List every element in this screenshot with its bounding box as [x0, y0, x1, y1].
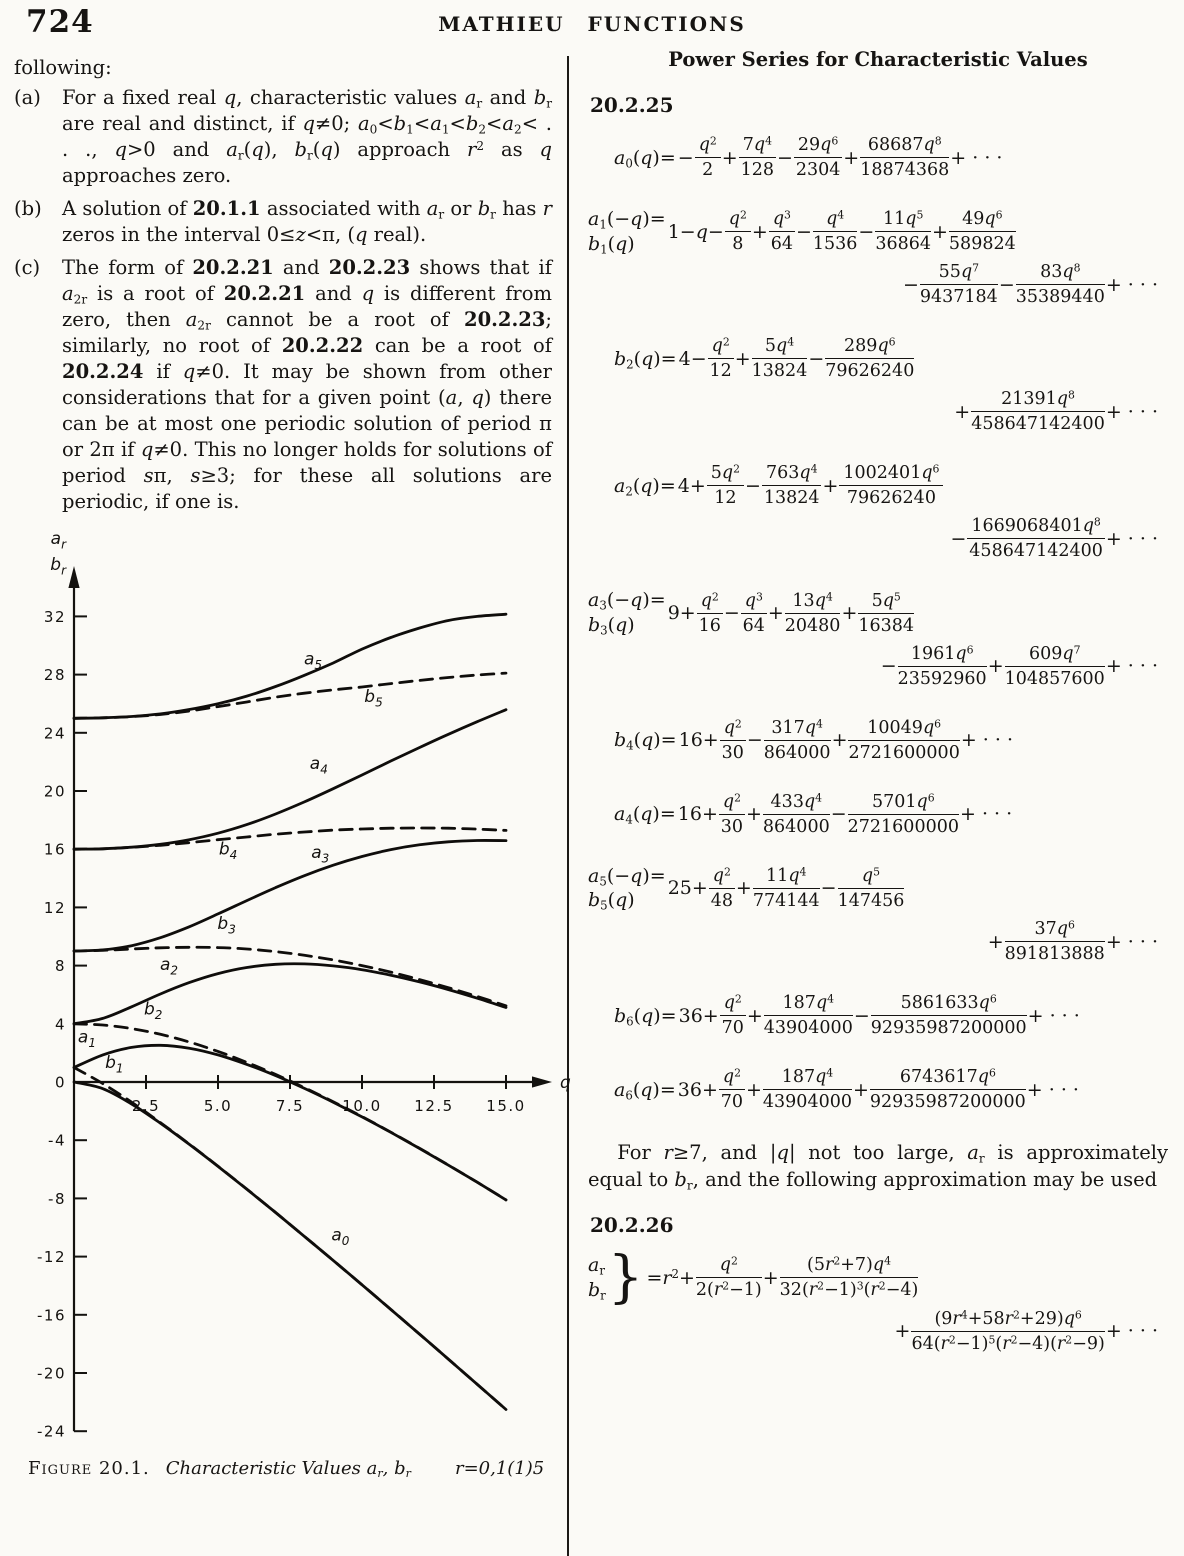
list-item	[14, 255, 552, 515]
equation-block	[588, 716, 1168, 765]
list-item	[14, 196, 552, 248]
curve-b4	[74, 828, 506, 849]
chart-axes	[37, 566, 552, 1441]
formula-text: +	[932, 220, 948, 243]
equation-lhs: $a_r$ $b_r$	[588, 1254, 606, 1303]
y-tick-label: -12	[37, 1248, 66, 1267]
fraction: $\frac{11q^4}{774144}$	[752, 865, 820, 911]
equation-lhs: $a_3(-q)=$ $b_3(q)$	[588, 589, 666, 638]
curve-label-a3: $a_3$	[311, 842, 330, 866]
formula-text: +	[852, 1078, 869, 1101]
fraction: $\frac{37q^6}{891813888}$	[1004, 918, 1105, 965]
formula-text: $=r^2+$	[646, 1266, 695, 1289]
figure-caption-title: Characteristic Values $a_r$, $b_r$	[165, 1458, 411, 1481]
curve-label-b3: $b_3$	[217, 914, 236, 937]
fraction: $\frac{10049q^6}{2721600000}$	[848, 717, 960, 763]
formula-text: +	[841, 602, 858, 625]
y-tick-label: 24	[43, 724, 66, 743]
fraction: $\frac{q^2}{30}$	[720, 791, 744, 837]
y-tick-label: 12	[43, 898, 66, 917]
fraction: $\frac{q^2}{16}$	[698, 590, 721, 636]
curve-label-a5: $a_5$	[304, 649, 323, 672]
fraction: $\frac{q^5}{147456}$	[837, 865, 905, 911]
y-tick-label: -16	[37, 1306, 66, 1325]
curve-label-a0: $a_0$	[331, 1225, 350, 1249]
fraction: $\frac{5q^2}{12}$	[707, 461, 744, 510]
x-tick-label: 5.0	[203, 1097, 233, 1115]
equation-line	[614, 334, 1168, 383]
x-tick-label: 12.5	[414, 1097, 454, 1115]
equation-lhs: $a_1(-q)=$ $b_1(q)$	[588, 208, 666, 256]
equation-block	[588, 93, 1168, 182]
equation-line	[588, 642, 1168, 691]
equation-line	[614, 991, 1168, 1040]
y-tick-label: -20	[37, 1364, 66, 1383]
brace: }	[607, 1245, 644, 1311]
formula-text: + · · ·	[1105, 527, 1158, 550]
equation-body	[588, 790, 1168, 839]
fraction: $\frac{q^2}{2}$	[695, 133, 721, 182]
equation-block	[588, 864, 1168, 966]
left-column	[14, 56, 571, 1481]
equation-body	[588, 716, 1168, 765]
fraction: $\frac{21391q^8}{458647142400}$	[971, 388, 1105, 435]
formula-text: 36+	[677, 1078, 718, 1101]
equation-line	[588, 260, 1168, 309]
curve-a3	[74, 840, 506, 951]
equation-list	[588, 93, 1168, 1114]
y-tick-label: 28	[43, 666, 66, 685]
equation-lhs: $a_5(-q)=$ $b_5(q)$	[588, 864, 666, 913]
curve-b1	[74, 1068, 506, 1410]
x-axis-arrow	[532, 1076, 552, 1087]
fraction: $\frac{187q^4}{43904000}$	[762, 1066, 852, 1113]
curve-label-a4: $a_4$	[309, 754, 328, 777]
list-item	[14, 85, 552, 189]
formula-text: +	[745, 1078, 762, 1101]
formula-text: −	[795, 220, 812, 243]
formula-text: + · · ·	[1026, 1078, 1079, 1101]
item-text: A solution of 20.1.1 associated with $a_r$ or $b_r$ has r zeros in the interval 0≤z<π, (q real).	[62, 197, 552, 246]
equation-line	[588, 1307, 1168, 1356]
equation-line	[588, 1245, 1168, 1311]
approximation-note: For r≥7, and |q| not too large, $a_r$ is approximately equal to $b_r$, and the following approximation may be used	[588, 1141, 1168, 1193]
equation-body	[588, 334, 1168, 436]
curve-label-b2: $b_2$	[143, 999, 163, 1022]
fraction: $\frac{q^2}{70}$	[721, 992, 744, 1039]
curve-label-b1: $b_1$	[105, 1053, 124, 1076]
equation-lhs: $b_2(q)=$	[614, 347, 677, 372]
formula-text: +	[721, 146, 738, 169]
equation-line	[588, 917, 1168, 966]
fraction: $\frac{q^2}{48}$	[710, 865, 733, 911]
fraction: $\frac{q^2}{8}$	[725, 207, 751, 256]
equation-block	[588, 207, 1168, 309]
curve-b3	[74, 947, 506, 1006]
equation-line	[614, 133, 1168, 182]
equation-line	[614, 514, 1168, 563]
y-axis-title	[50, 529, 67, 578]
equation-line	[614, 461, 1168, 510]
equation-number: 20.2.26	[590, 1213, 674, 1238]
formula-text: + · · ·	[950, 146, 1003, 169]
equation-number: 20.2.25	[590, 93, 674, 117]
y-tick-label: -8	[48, 1189, 66, 1208]
equation-body	[588, 207, 1168, 309]
equation-line	[588, 588, 1168, 637]
formula-text: +	[894, 1320, 911, 1342]
page-number: 724	[26, 4, 94, 40]
curve-a1	[74, 1045, 506, 1200]
curve-label-b5: $b_5$	[364, 687, 383, 710]
formula-text: −	[830, 803, 847, 826]
formula-text: +	[822, 474, 839, 497]
fraction: $\frac{55q^7}{9437184}$	[919, 261, 998, 308]
formula-text: 16+	[678, 729, 719, 752]
equation-body	[588, 133, 1168, 182]
intro-line: following:	[14, 56, 112, 79]
fraction: $\frac{83q^8}{35389440}$	[1015, 261, 1105, 308]
formula-text: + · · ·	[959, 803, 1013, 826]
fraction: $\frac{(9r^4+58r^2+29)q^6}{64(r^2-1)^5(r^2-4)(r^2-9)}$	[911, 1308, 1105, 1354]
y-tick-label: -24	[37, 1422, 66, 1441]
formula-text: + · · ·	[1105, 930, 1158, 953]
x-tick-label: 7.5	[275, 1097, 305, 1115]
equation-line	[588, 207, 1168, 256]
x-tick-label: 10.0	[342, 1097, 382, 1115]
equation-block	[588, 1065, 1168, 1114]
right-column	[588, 48, 1168, 1381]
fraction: $\frac{q^2}{2(r^2-1)}$	[695, 1254, 762, 1301]
formula-text: +	[987, 930, 1004, 953]
approx-equation-container	[588, 1213, 1168, 1355]
curve-label-a2: $a_2$	[160, 954, 179, 978]
formula-text: +	[735, 877, 752, 900]
x-tick-label: 15.0	[486, 1097, 526, 1115]
formula-text: −	[745, 474, 761, 497]
equation-body	[588, 864, 1168, 966]
figure-caption-range: r=0,1(1)5	[454, 1458, 545, 1479]
formula-text: + · · ·	[1105, 655, 1158, 678]
running-head: MATHIEU FUNCTIONS	[438, 12, 746, 36]
fraction: $\frac{5q^4}{13824}$	[751, 335, 808, 382]
formula-text: −	[723, 602, 740, 625]
equation-line	[588, 864, 1168, 913]
fraction: $\frac{13q^4}{20480}$	[784, 590, 841, 636]
equation-lhs: $a_4(q)=$	[614, 803, 676, 827]
y-tick-label: 20	[43, 782, 66, 801]
equation-body	[588, 461, 1168, 563]
y-tick-label: 4	[54, 1015, 66, 1034]
fraction: $\frac{q^3}{64}$	[770, 208, 794, 255]
formula-text: +	[987, 655, 1004, 678]
fraction: $\frac{q^4}{1536}$	[812, 208, 858, 255]
formula-text: 1−q−	[667, 220, 724, 243]
fraction: $\frac{609q^7}{104857600}$	[1004, 643, 1105, 689]
formula-text: +	[767, 602, 784, 625]
fraction: $\frac{49q^6}{589824}$	[948, 208, 1016, 255]
equation-line	[614, 1065, 1168, 1114]
fraction: $\frac{1669068401q^8}{458647142400}$	[969, 515, 1103, 562]
y-tick-label: 32	[43, 607, 66, 626]
section-heading: Power Series for Characteristic Values	[668, 48, 1088, 71]
formula-text: 36+	[678, 1004, 719, 1027]
curve-label-b4: $b_4$	[218, 839, 238, 862]
equation-block	[588, 1213, 1168, 1355]
formula-text: −	[880, 655, 897, 678]
formula-text: −	[858, 220, 875, 243]
y-tick-label: -4	[48, 1131, 66, 1150]
curve-a0	[74, 1082, 506, 1410]
equation-lhs: $b_6(q)=$	[614, 1004, 677, 1028]
fraction: $\frac{5701q^6}{2721600000}$	[847, 791, 959, 837]
item-list	[14, 85, 552, 515]
formula-text: +	[843, 146, 860, 169]
formula-text: −	[853, 1004, 870, 1027]
fraction: $\frac{289q^6}{79626240}$	[825, 335, 915, 382]
formula-text: + · · ·	[1105, 273, 1158, 296]
y-tick-label: 8	[54, 957, 66, 976]
figure-caption	[28, 1458, 552, 1479]
formula-text: +	[751, 220, 768, 243]
formula-text: +	[954, 400, 971, 423]
equation-lhs: $a_2(q)=$	[614, 474, 676, 499]
equation-lhs: $a_6(q)=$	[614, 1078, 676, 1102]
x-tick-label: 2.5	[131, 1097, 161, 1115]
curve-a5	[74, 614, 506, 718]
fraction: $\frac{q^2}{12}$	[709, 335, 732, 382]
fraction: $\frac{q^2}{70}$	[720, 1066, 744, 1113]
formula-text: −	[746, 729, 763, 752]
item-text: The form of 20.2.21 and 20.2.23 shows that if $a_{2r}$ is a root of 20.2.21 and q is different from zero, then $a_{2r}$ cannot be a root of 20.2.23; similarly, no root of 20.2.22 can be a root of 20.2.24 if q≠0. It may be shown from other considerations that for a given point (a, q) there can be at most one periodic solution of period π or 2π if q≠0. This no longer holds for solutions of period sπ, s≥3; for these all solutions are periodic, if one is.	[62, 256, 552, 513]
formula-text: 4−	[678, 347, 707, 370]
x-axis-title: q	[560, 1073, 571, 1093]
formula-text: 9+	[667, 602, 696, 625]
characteristic-values-chart	[14, 522, 574, 1450]
fraction: $\frac{5q^5}{16384}$	[858, 590, 915, 636]
equation-body	[588, 991, 1168, 1040]
formula-text: +	[831, 729, 848, 752]
fraction: $\frac{763q^4}{13824}$	[763, 462, 820, 509]
fraction: $\frac{68687q^8}{18874368}$	[860, 134, 950, 180]
formula-text: 16+	[677, 803, 718, 826]
equation-lhs: $b_4(q)=$	[614, 729, 677, 753]
equation-block	[588, 334, 1168, 436]
fraction: $\frac{q^2}{30}$	[721, 717, 744, 763]
fraction: $\frac{7q^4}{128}$	[740, 134, 775, 180]
fraction: $\frac{29q^6}{2304}$	[795, 134, 841, 180]
formula-text: −	[950, 527, 967, 550]
formula-text: −	[677, 146, 694, 169]
equation-lhs: $a_0(q)=$	[614, 146, 676, 170]
formula-text: + · · ·	[1105, 400, 1158, 423]
formula-text: −	[820, 877, 837, 900]
curve-label-a1: $a_1$	[77, 1027, 96, 1051]
y-tick-label: 0	[54, 1073, 66, 1092]
formula-text: −	[998, 273, 1015, 296]
equation-block	[588, 461, 1168, 563]
fraction: $\frac{1961q^6}{23592960}$	[897, 643, 987, 689]
formula-text: −	[902, 273, 919, 296]
formula-text: +	[762, 1266, 779, 1289]
equation-line	[614, 387, 1168, 436]
equation-line	[614, 716, 1168, 765]
fraction: $\frac{1002401q^6}{79626240}$	[839, 461, 943, 510]
formula-text: + · · ·	[960, 729, 1013, 752]
fraction: $\frac{187q^4}{43904000}$	[763, 992, 853, 1039]
curve-a2	[74, 964, 506, 1024]
equation-block	[588, 991, 1168, 1040]
equation-body	[588, 588, 1168, 690]
formula-text: +	[734, 347, 751, 370]
figure-20-1	[14, 522, 571, 1481]
item-text: For a fixed real q, characteristic values $a_r$ and $b_r$ are real and distinct, if q≠0; $a_0<b_1<a_1<b_2<a_2<$ . . ., q>0 and $a_r(q)$, $b_r(q)$ approach $r^2$ as q approaches zero.	[62, 86, 553, 187]
equation-body	[588, 1065, 1168, 1114]
fraction: $\frac{q^3}{64}$	[742, 590, 765, 636]
formula-text: + · · ·	[1027, 1004, 1080, 1027]
fraction: $\frac{433q^4}{864000}$	[762, 791, 830, 837]
equation-block	[588, 790, 1168, 839]
formula-text: +	[746, 1004, 763, 1027]
fraction: $\frac{5861633q^6}{92935987200000}$	[870, 992, 1027, 1039]
fraction: $\frac{6743617q^6}{92935987200000}$	[869, 1066, 1026, 1113]
formula-text: 4+	[677, 474, 706, 497]
formula-text: −	[776, 146, 793, 169]
item-label: (c)	[14, 256, 41, 279]
fraction: $\frac{(5r^2+7)q^4}{32(r^2-1)^3(r^2-4)}$	[779, 1254, 919, 1301]
formula-text: −	[808, 347, 825, 370]
figure-caption-label: Figure 20.1.	[28, 1458, 150, 1479]
fraction: $\frac{317q^4}{864000}$	[763, 717, 831, 763]
formula-text: + · · ·	[1105, 1320, 1158, 1342]
y-axis-title-line: $a_r$	[50, 529, 66, 552]
formula-text: 25+	[667, 877, 708, 900]
equation-block	[588, 588, 1168, 690]
fraction: $\frac{11q^5}{36864}$	[875, 208, 931, 255]
formula-text: +	[745, 803, 762, 826]
y-axis-title-line: $b_r$	[50, 555, 66, 578]
item-label: (a)	[14, 86, 41, 109]
item-label: (b)	[14, 197, 42, 220]
y-axis-arrow	[68, 566, 79, 588]
equation-body	[588, 1245, 1168, 1355]
equation-line	[614, 790, 1168, 839]
y-tick-label: 16	[43, 840, 66, 859]
